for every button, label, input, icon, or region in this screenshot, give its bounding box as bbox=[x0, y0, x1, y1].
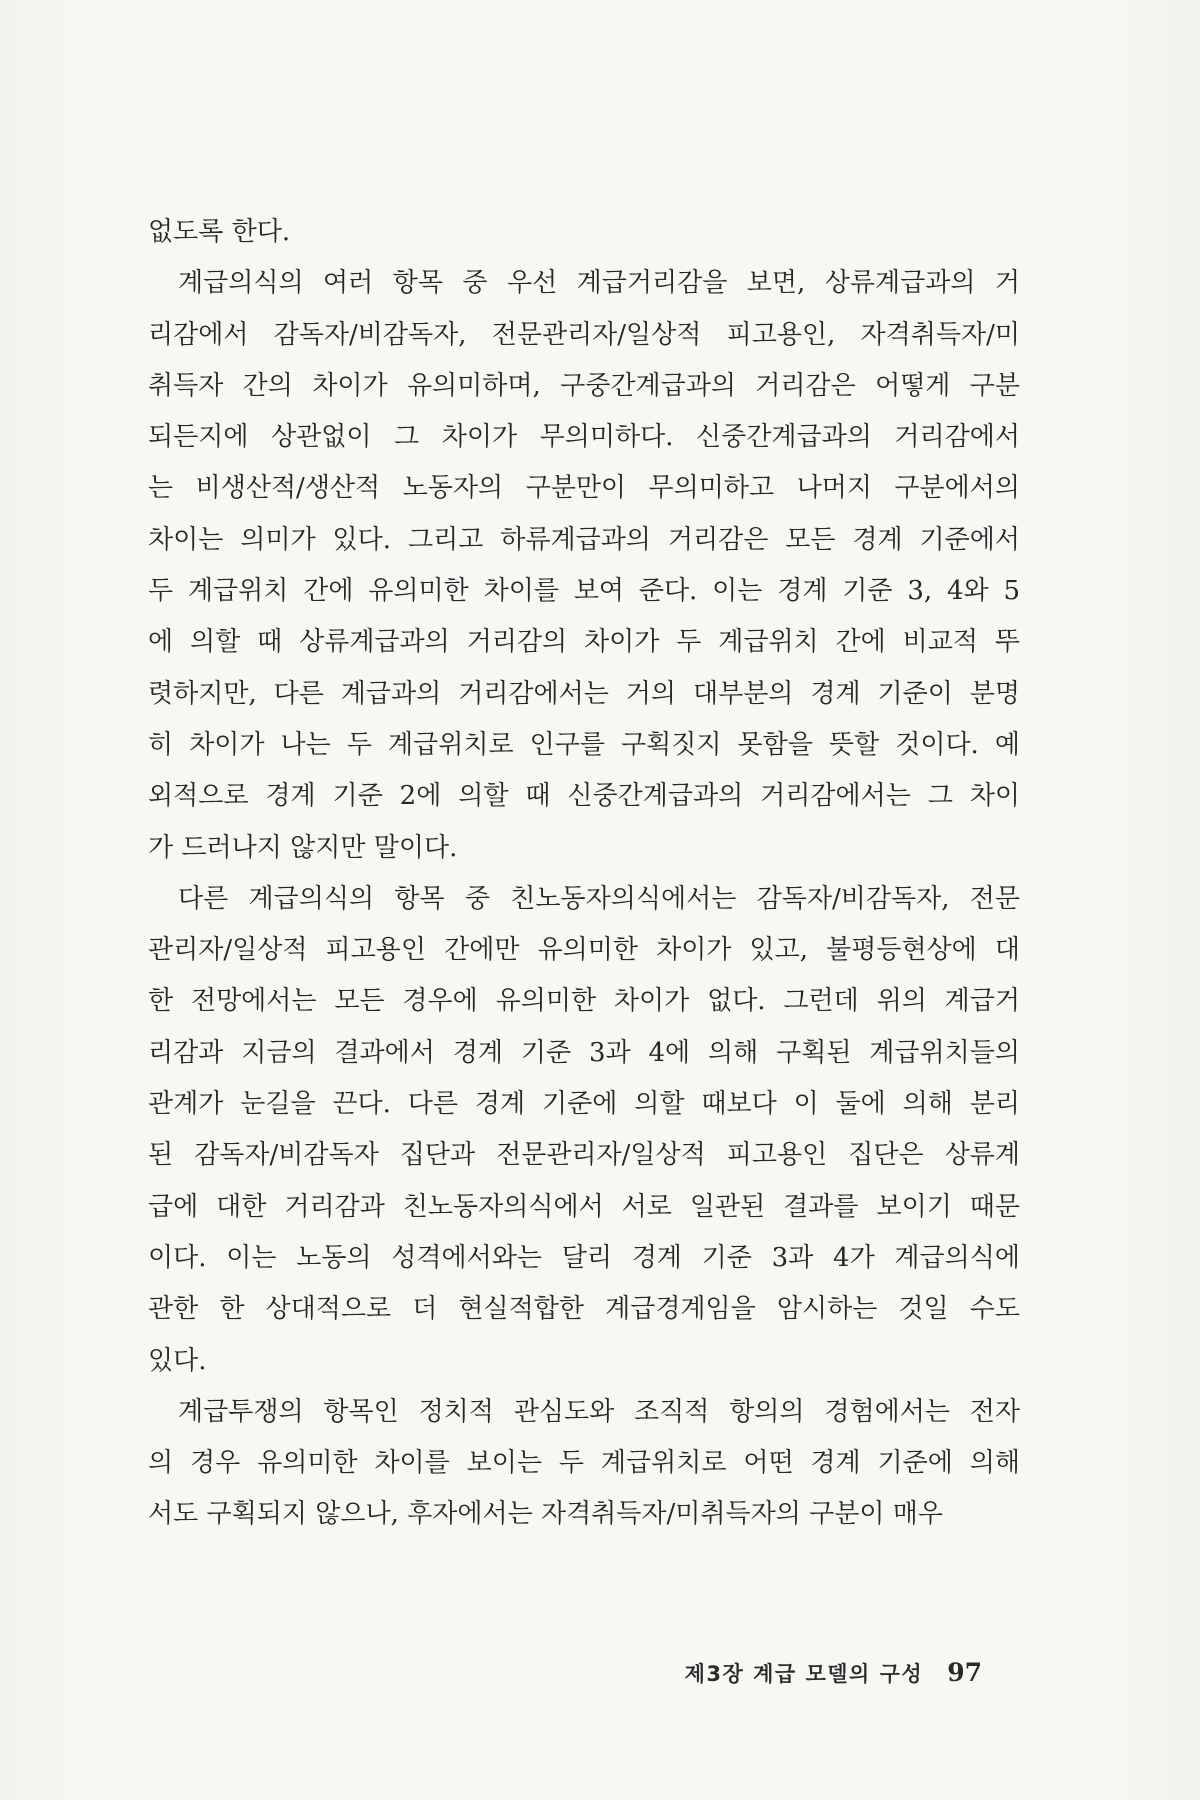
body-text bbox=[148, 207, 1020, 1541]
paragraph bbox=[148, 258, 1020, 874]
text-line: 외적으로 경계 기준 2에 의할 때 신중간계급과의 거리감에서는 그 차이 bbox=[148, 781, 1020, 812]
text-line: 다른 계급의식의 항목 중 친노동자의식에서는 감독자/비감독자, 전문 bbox=[178, 883, 1020, 914]
page-number: 97 bbox=[947, 1658, 982, 1687]
text-line: 있다. bbox=[148, 1345, 207, 1376]
paragraph bbox=[148, 207, 1020, 258]
text-line: 에 의할 때 상류계급과의 거리감의 차이가 두 계급위치 간에 비교적 뚜 bbox=[148, 627, 1020, 658]
text-line: 한 전망에서는 모든 경우에 유의미한 차이가 없다. 그런데 위의 계급거 bbox=[148, 986, 1020, 1017]
text-line: 서도 구획되지 않으나, 후자에서는 자격취득자/미취득자의 구분이 매우 bbox=[148, 1499, 943, 1530]
text-line: 관계가 눈길을 끈다. 다른 경계 기준에 의할 때보다 이 둘에 의해 분리 bbox=[148, 1089, 1020, 1120]
text-line: 차이는 의미가 있다. 그리고 하류계급과의 거리감은 모든 경계 기준에서 bbox=[148, 524, 1020, 555]
text-line: 관리자/일상적 피고용인 간에만 유의미한 차이가 있고, 불평등현상에 대 bbox=[148, 935, 1020, 966]
text-line: 의 경우 유의미한 차이를 보이는 두 계급위치로 어떤 경계 기준에 의해 bbox=[148, 1448, 1020, 1479]
text-line: 히 차이가 나는 두 계급위치로 인구를 구획짓지 못함을 뜻할 것이다. 예 bbox=[148, 729, 1020, 760]
text-line: 리감과 지금의 결과에서 경계 기준 3과 4에 의해 구획된 계급위치들의 bbox=[148, 1037, 1020, 1068]
running-chapter-title: 제3장 계급 모델의 구성 bbox=[684, 1662, 924, 1686]
text-line: 계급의식의 여러 항목 중 우선 계급거리감을 보면, 상류계급과의 거 bbox=[178, 268, 1020, 299]
text-line: 된 감독자/비감독자 집단과 전문관리자/일상적 피고용인 집단은 상류계 bbox=[148, 1140, 1020, 1171]
text-line: 가 드러나지 않지만 말이다. bbox=[148, 832, 458, 863]
text-line: 렷하지만, 다른 계급과의 거리감에서는 거의 대부분의 경계 기준이 분명 bbox=[148, 678, 1020, 709]
text-line: 계급투쟁의 항목인 정치적 관심도와 조직적 항의의 경험에서는 전자 bbox=[178, 1396, 1020, 1427]
text-line: 두 계급위치 간에 유의미한 차이를 보여 준다. 이는 경계 기준 3, 4와 5 bbox=[148, 576, 1020, 607]
text-line: 관한 한 상대적으로 더 현실적합한 계급경계임을 암시하는 것일 수도 bbox=[148, 1294, 1020, 1325]
text-line: 취득자 간의 차이가 유의미하며, 구중간계급과의 거리감은 어떻게 구분 bbox=[148, 370, 1020, 401]
text-line: 이다. 이는 노동의 성격에서와는 달리 경계 기준 3과 4가 계급의식에 bbox=[148, 1242, 1020, 1273]
text-line: 급에 대한 거리감과 친노동자의식에서 서로 일관된 결과를 보이기 때문 bbox=[148, 1191, 1020, 1222]
text-line: 없도록 한다. bbox=[148, 217, 291, 247]
paragraph bbox=[148, 1387, 1020, 1541]
text-line: 되든지에 상관없이 그 차이가 무의미하다. 신중간계급과의 거리감에서 bbox=[148, 422, 1020, 453]
paragraph bbox=[148, 874, 1020, 1387]
page-footer bbox=[685, 1658, 982, 1688]
text-line: 는 비생산적/생산적 노동자의 구분만이 무의미하고 나머지 구분에서의 bbox=[148, 473, 1020, 504]
text-line: 리감에서 감독자/비감독자, 전문관리자/일상적 피고용인, 자격취득자/미 bbox=[148, 319, 1020, 350]
